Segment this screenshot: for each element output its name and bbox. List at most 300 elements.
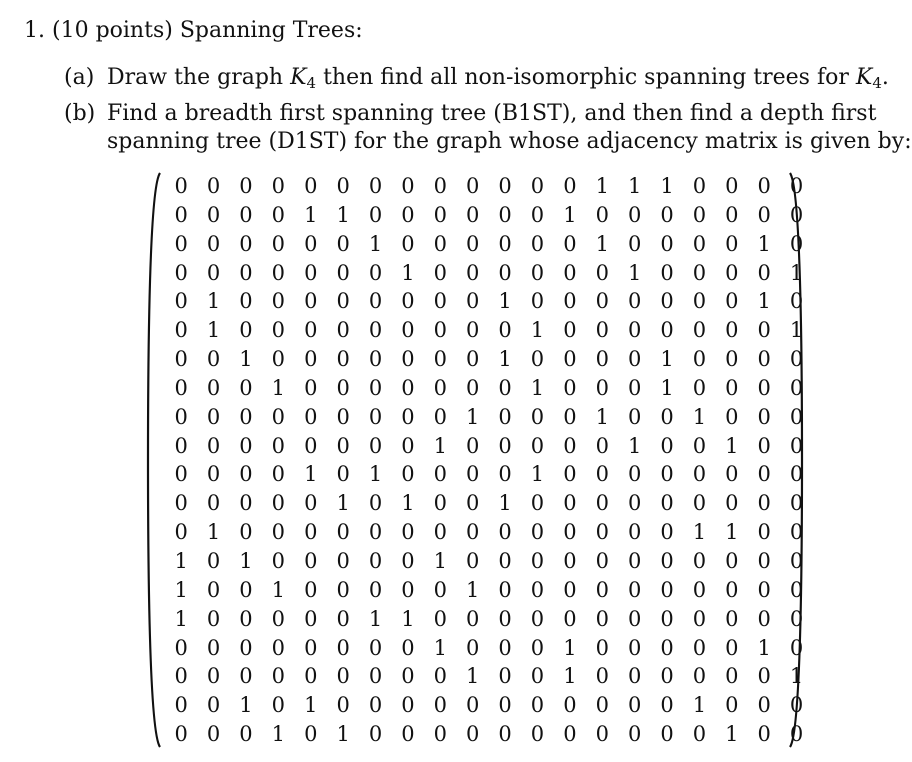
matrix-cell: 0 [336, 635, 350, 660]
matrix-cell: 0 [530, 693, 545, 718]
matrix-cell: 0 [627, 318, 642, 343]
matrix-cell: 0 [433, 693, 447, 718]
matrix-cell: 0 [336, 318, 350, 343]
matrix-cell: 0 [336, 231, 350, 256]
matrix-cell: 0 [498, 202, 512, 227]
matrix-cell: 0 [466, 548, 480, 573]
matrix-cell: 0 [789, 202, 804, 227]
matrix-cell: 0 [563, 289, 577, 314]
matrix-cell: 0 [595, 202, 609, 227]
matrix-cell: 1 [466, 404, 480, 429]
matrix-cell: 0 [563, 231, 577, 256]
matrix-cell: 0 [271, 174, 286, 198]
matrix-cell: 0 [206, 577, 221, 602]
matrix-cell: 0 [498, 174, 512, 198]
matrix-cell: 1 [336, 491, 350, 516]
matrix-cell: 0 [466, 520, 480, 545]
matrix-cell: 0 [563, 260, 577, 285]
matrix-grid [165, 172, 813, 749]
matrix-cell: 0 [304, 606, 318, 631]
matrix-cell: 0 [433, 347, 447, 372]
matrix-cell: 0 [757, 260, 771, 285]
matrix-cell: 0 [530, 289, 545, 314]
matrix-cell: 0 [498, 577, 512, 602]
matrix-cell: 0 [433, 722, 447, 747]
matrix-cell: 0 [336, 520, 350, 545]
matrix-cell: 0 [271, 289, 286, 314]
matrix-cell: 1 [595, 174, 609, 198]
matrix-cell: 1 [498, 347, 512, 372]
matrix-cell: 0 [627, 202, 642, 227]
matrix-cell: 0 [498, 722, 512, 747]
matrix-cell: 0 [174, 520, 188, 545]
matrix-cell: 0 [206, 174, 221, 198]
matrix-cell: 0 [660, 491, 674, 516]
matrix-cell: 0 [304, 231, 318, 256]
matrix-cell: 0 [271, 548, 286, 573]
part-b-label: (b) [64, 101, 96, 126]
matrix-cell: 0 [368, 520, 383, 545]
matrix-cell: 0 [336, 375, 350, 400]
matrix-cell: 0 [304, 433, 318, 458]
matrix-cell: 0 [304, 260, 318, 285]
matrix-cell: 0 [660, 433, 674, 458]
matrix-cell: 0 [789, 433, 804, 458]
matrix-cell: 0 [304, 289, 318, 314]
matrix-cell: 0 [239, 664, 253, 689]
part-b-text [107, 100, 912, 156]
matrix-cell: 0 [725, 375, 739, 400]
matrix-cell: 0 [563, 693, 577, 718]
matrix-cell: 0 [692, 664, 707, 689]
matrix-cell: 0 [627, 722, 642, 747]
matrix-cell: 1 [530, 375, 545, 400]
matrix-cell: 0 [336, 174, 350, 198]
matrix-cell: 0 [660, 289, 674, 314]
matrix-cell: 0 [433, 491, 447, 516]
matrix-cell: 0 [563, 606, 577, 631]
matrix-cell: 0 [206, 722, 221, 747]
matrix-cell: 0 [563, 520, 577, 545]
matrix-cell: 0 [368, 664, 383, 689]
matrix-cell: 0 [368, 722, 383, 747]
matrix-cell: 0 [692, 491, 707, 516]
matrix-cell: 1 [660, 174, 674, 198]
part-a-text-end: . [881, 65, 889, 90]
matrix-cell: 0 [271, 520, 286, 545]
matrix-cell: 0 [368, 548, 383, 573]
matrix-cell: 0 [627, 231, 642, 256]
matrix-cell: 0 [433, 664, 447, 689]
matrix-cell: 0 [692, 202, 707, 227]
matrix-cell: 0 [757, 318, 771, 343]
matrix-cell: 0 [692, 174, 707, 198]
matrix-cell: 0 [725, 693, 739, 718]
matrix-cell: 0 [271, 347, 286, 372]
matrix-cell: 0 [627, 289, 642, 314]
matrix-cell: 1 [206, 289, 221, 314]
matrix-cell: 0 [206, 347, 221, 372]
matrix-cell: 0 [239, 491, 253, 516]
matrix-cell: 0 [433, 462, 447, 487]
matrix-cell: 0 [660, 231, 674, 256]
matrix-cell: 0 [368, 202, 383, 227]
matrix-cell: 1 [789, 260, 804, 285]
matrix-cell: 0 [206, 462, 221, 487]
matrix-cell: 0 [725, 347, 739, 372]
matrix-cell: 0 [660, 606, 674, 631]
matrix-cell: 0 [271, 606, 286, 631]
matrix-cell: 0 [174, 433, 188, 458]
matrix-cell: 0 [304, 318, 318, 343]
matrix-cell: 1 [563, 664, 577, 689]
matrix-cell: 0 [336, 260, 350, 285]
matrix-cell: 0 [757, 433, 771, 458]
matrix-cell: 0 [174, 404, 188, 429]
matrix-cell: 0 [789, 347, 804, 372]
matrix-cell: 0 [433, 231, 447, 256]
part-a-text [107, 64, 889, 97]
matrix-cell: 0 [174, 347, 188, 372]
matrix-cell: 0 [206, 606, 221, 631]
matrix-cell: 1 [627, 174, 642, 198]
matrix-cell: 0 [757, 404, 771, 429]
matrix-cell: 0 [401, 548, 415, 573]
matrix-cell: 0 [433, 289, 447, 314]
matrix-cell: 0 [368, 289, 383, 314]
matrix-cell: 0 [627, 577, 642, 602]
right-parenthesis [787, 170, 807, 750]
matrix-cell: 0 [563, 577, 577, 602]
matrix-cell: 0 [401, 635, 415, 660]
matrix-cell: 0 [206, 260, 221, 285]
matrix-cell: 0 [433, 606, 447, 631]
matrix-cell: 1 [239, 548, 253, 573]
matrix-cell: 0 [530, 722, 545, 747]
matrix-cell: 0 [692, 548, 707, 573]
matrix-cell: 0 [692, 347, 707, 372]
matrix-cell: 0 [368, 404, 383, 429]
matrix-cell: 0 [401, 174, 415, 198]
matrix-cell: 0 [336, 404, 350, 429]
matrix-cell: 1 [498, 289, 512, 314]
problem-heading [24, 17, 363, 45]
matrix-cell: 0 [725, 635, 739, 660]
matrix-cell: 0 [692, 722, 707, 747]
matrix-cell: 0 [239, 577, 253, 602]
matrix-cell: 1 [757, 231, 771, 256]
matrix-cell: 0 [206, 548, 221, 573]
matrix-cell: 0 [530, 577, 545, 602]
matrix-cell: 0 [789, 491, 804, 516]
matrix-cell: 0 [336, 347, 350, 372]
matrix-cell: 0 [304, 174, 318, 198]
matrix-cell: 0 [595, 462, 609, 487]
matrix-cell: 0 [271, 693, 286, 718]
matrix-cell: 0 [466, 635, 480, 660]
matrix-cell: 0 [725, 318, 739, 343]
matrix-cell: 0 [498, 318, 512, 343]
matrix-cell: 0 [660, 260, 674, 285]
matrix-cell: 0 [304, 577, 318, 602]
matrix-cell: 0 [660, 404, 674, 429]
matrix-cell: 0 [239, 404, 253, 429]
matrix-cell: 0 [725, 577, 739, 602]
matrix-cell: 1 [271, 375, 286, 400]
matrix-cell: 0 [239, 174, 253, 198]
matrix-cell: 0 [725, 664, 739, 689]
matrix-cell: 0 [757, 577, 771, 602]
matrix-cell: 0 [239, 260, 253, 285]
matrix-cell: 0 [595, 260, 609, 285]
matrix-cell: 0 [660, 462, 674, 487]
matrix-cell: 0 [757, 202, 771, 227]
adjacency-matrix [143, 170, 807, 750]
matrix-cell: 0 [304, 520, 318, 545]
matrix-cell: 0 [304, 491, 318, 516]
matrix-cell: 0 [595, 693, 609, 718]
matrix-cell: 1 [692, 693, 707, 718]
matrix-cell: 0 [627, 520, 642, 545]
matrix-cell: 0 [304, 404, 318, 429]
matrix-cell: 0 [757, 664, 771, 689]
matrix-cell: 0 [433, 318, 447, 343]
matrix-cell: 0 [466, 606, 480, 631]
matrix-cell: 0 [304, 664, 318, 689]
matrix-cell: 0 [563, 404, 577, 429]
matrix-cell: 0 [239, 289, 253, 314]
matrix-cell: 0 [336, 548, 350, 573]
matrix-cell: 0 [627, 606, 642, 631]
matrix-cell: 1 [368, 462, 383, 487]
matrix-cell: 0 [466, 375, 480, 400]
matrix-cell: 0 [206, 231, 221, 256]
matrix-cell: 1 [692, 404, 707, 429]
matrix-cell: 1 [595, 231, 609, 256]
matrix-cell: 0 [271, 318, 286, 343]
matrix-cell: 0 [174, 260, 188, 285]
matrix-cell: 0 [433, 375, 447, 400]
matrix-cell: 0 [530, 231, 545, 256]
matrix-cell: 0 [466, 462, 480, 487]
matrix-cell: 0 [271, 664, 286, 689]
matrix-cell: 0 [789, 722, 804, 747]
matrix-cell: 0 [692, 231, 707, 256]
matrix-cell: 0 [271, 202, 286, 227]
matrix-cell: 0 [595, 606, 609, 631]
matrix-cell: 1 [336, 202, 350, 227]
matrix-cell: 0 [304, 347, 318, 372]
matrix-cell: 1 [466, 664, 480, 689]
matrix-cell: 0 [595, 520, 609, 545]
matrix-cell: 0 [725, 174, 739, 198]
matrix-cell: 1 [239, 693, 253, 718]
matrix-cell: 0 [789, 693, 804, 718]
matrix-cell: 1 [530, 318, 545, 343]
matrix-cell: 0 [498, 433, 512, 458]
matrix-cell: 1 [304, 202, 318, 227]
matrix-cell: 0 [530, 347, 545, 372]
matrix-cell: 0 [789, 375, 804, 400]
matrix-cell: 0 [757, 693, 771, 718]
matrix-cell: 0 [563, 347, 577, 372]
matrix-cell: 0 [498, 231, 512, 256]
matrix-cell: 0 [530, 404, 545, 429]
graph-k4-symbol-2: $K_4$ [855, 65, 882, 92]
matrix-cell: 0 [271, 433, 286, 458]
matrix-cell: 0 [239, 520, 253, 545]
matrix-cell: 0 [401, 375, 415, 400]
matrix-cell: 0 [692, 318, 707, 343]
matrix-cell: 1 [304, 693, 318, 718]
matrix-cell: 0 [401, 318, 415, 343]
matrix-cell: 1 [174, 577, 188, 602]
matrix-cell: 0 [336, 289, 350, 314]
matrix-cell: 0 [174, 693, 188, 718]
matrix-cell: 1 [206, 520, 221, 545]
matrix-cell: 0 [498, 404, 512, 429]
matrix-cell: 0 [466, 433, 480, 458]
matrix-cell: 0 [595, 433, 609, 458]
matrix-cell: 0 [530, 260, 545, 285]
matrix-cell: 0 [466, 289, 480, 314]
matrix-cell: 1 [789, 664, 804, 689]
matrix-cell: 0 [563, 462, 577, 487]
matrix-cell: 0 [368, 375, 383, 400]
matrix-cell: 0 [304, 722, 318, 747]
matrix-cell: 0 [530, 433, 545, 458]
matrix-cell: 0 [789, 462, 804, 487]
matrix-cell: 0 [789, 606, 804, 631]
matrix-cell: 0 [789, 231, 804, 256]
matrix-cell: 0 [660, 693, 674, 718]
matrix-cell: 0 [725, 462, 739, 487]
matrix-cell: 0 [368, 693, 383, 718]
problem-title: Spanning Trees: [179, 18, 363, 43]
matrix-cell: 0 [498, 375, 512, 400]
matrix-cell: 0 [368, 433, 383, 458]
matrix-cell: 0 [401, 520, 415, 545]
matrix-cell: 0 [401, 231, 415, 256]
matrix-cell: 0 [498, 606, 512, 631]
matrix-cell: 1 [757, 635, 771, 660]
matrix-cell: 0 [595, 577, 609, 602]
matrix-cell: 0 [789, 635, 804, 660]
matrix-cell: 0 [692, 289, 707, 314]
matrix-cell: 0 [595, 289, 609, 314]
matrix-cell: 0 [530, 635, 545, 660]
matrix-cell: 0 [466, 260, 480, 285]
matrix-cell: 0 [271, 491, 286, 516]
matrix-cell: 0 [206, 491, 221, 516]
graph-k4-symbol: $K_4$ [290, 65, 317, 92]
left-parenthesis [143, 170, 163, 750]
matrix-cell: 0 [563, 548, 577, 573]
matrix-cell: 0 [304, 548, 318, 573]
matrix-cell: 0 [530, 548, 545, 573]
matrix-cell: 0 [660, 635, 674, 660]
matrix-cell: 0 [692, 462, 707, 487]
matrix-cell: 1 [627, 433, 642, 458]
matrix-cell: 0 [498, 462, 512, 487]
matrix-cell: 0 [206, 664, 221, 689]
matrix-cell: 0 [789, 404, 804, 429]
matrix-cell: 0 [466, 318, 480, 343]
matrix-cell: 1 [595, 404, 609, 429]
matrix-cell: 0 [660, 664, 674, 689]
matrix-cell: 1 [433, 635, 447, 660]
matrix-cell: 1 [530, 462, 545, 487]
matrix-cell: 0 [174, 318, 188, 343]
matrix-cell: 0 [627, 491, 642, 516]
matrix-cell: 0 [174, 722, 188, 747]
matrix-cell: 0 [692, 433, 707, 458]
part-a-text-before: Draw the graph [107, 65, 291, 90]
matrix-cell: 0 [239, 433, 253, 458]
matrix-cell: 0 [692, 635, 707, 660]
matrix-cell: 1 [498, 491, 512, 516]
matrix-cell: 0 [401, 433, 415, 458]
matrix-cell: 0 [595, 318, 609, 343]
matrix-cell: 0 [627, 635, 642, 660]
matrix-cell: 0 [466, 202, 480, 227]
matrix-cell: 0 [757, 462, 771, 487]
matrix-cell: 0 [530, 664, 545, 689]
matrix-cell: 0 [401, 289, 415, 314]
matrix-cell: 0 [563, 491, 577, 516]
matrix-cell: 1 [660, 347, 674, 372]
matrix-cell: 0 [401, 664, 415, 689]
matrix-cell: 0 [627, 347, 642, 372]
matrix-cell: 0 [433, 202, 447, 227]
matrix-cell: 0 [271, 231, 286, 256]
matrix-cell: 1 [692, 520, 707, 545]
matrix-cell: 0 [433, 577, 447, 602]
matrix-cell: 0 [692, 577, 707, 602]
matrix-cell: 0 [336, 433, 350, 458]
matrix-cell: 0 [530, 606, 545, 631]
matrix-cell: 1 [336, 722, 350, 747]
matrix-cell: 0 [206, 693, 221, 718]
matrix-cell: 0 [174, 462, 188, 487]
matrix-cell: 0 [725, 548, 739, 573]
matrix-cell: 0 [271, 635, 286, 660]
matrix-cell: 0 [433, 520, 447, 545]
matrix-cell: 0 [368, 577, 383, 602]
matrix-cell: 0 [725, 289, 739, 314]
matrix-cell: 0 [368, 318, 383, 343]
matrix-cell: 0 [466, 693, 480, 718]
matrix-cell: 0 [789, 577, 804, 602]
part-a-label: (a) [64, 65, 95, 90]
matrix-cell: 1 [174, 606, 188, 631]
matrix-cell: 0 [789, 520, 804, 545]
matrix-cell: 0 [595, 664, 609, 689]
matrix-cell: 0 [725, 491, 739, 516]
matrix-cell: 0 [757, 722, 771, 747]
matrix-cell: 0 [498, 635, 512, 660]
matrix-cell: 0 [239, 318, 253, 343]
matrix-cell: 0 [498, 548, 512, 573]
matrix-cell: 0 [271, 260, 286, 285]
matrix-cell: 0 [725, 231, 739, 256]
matrix-cell: 0 [627, 664, 642, 689]
matrix-cell: 0 [174, 174, 188, 198]
matrix-cell: 0 [627, 548, 642, 573]
matrix-cell: 0 [498, 520, 512, 545]
matrix-cell: 1 [433, 433, 447, 458]
part-b-line2: spanning tree (D1ST) for the graph whose adjacency matrix is given by: [107, 129, 912, 154]
